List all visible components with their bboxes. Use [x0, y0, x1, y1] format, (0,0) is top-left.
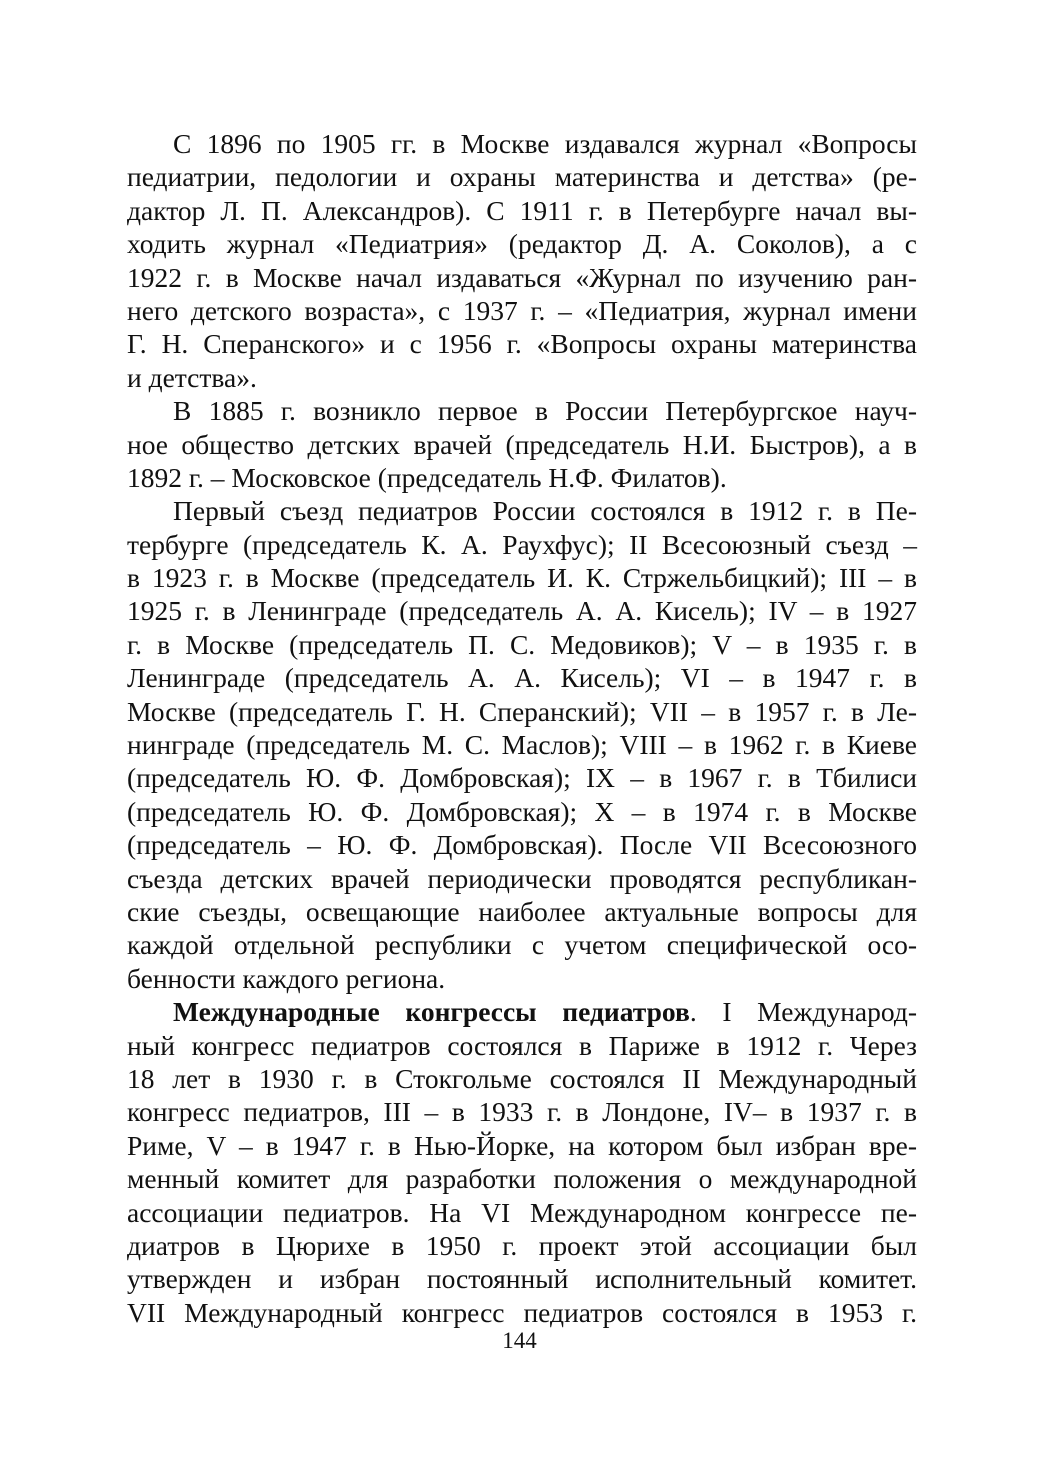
text-line: Первый съезд педиатров России состоялся в 1912 г. в Пе- [173, 495, 917, 527]
text-line: педиатрии, педологии и охраны материнства и детства» (ре- [127, 161, 917, 193]
text-line: Ленинграде (председатель А. А. Кисель); VI – в 1947 г. в [127, 662, 917, 694]
text-line: Г. Н. Сперанского» и с 1956 г. «Вопросы охраны материнства [127, 328, 917, 360]
paragraph [127, 494, 917, 995]
text-line: него детского возраста», с 1937 г. – «Педиатрия, журнал имени [127, 294, 917, 326]
text-line: ские съезды, освещающие наиболее актуальные вопросы для [127, 895, 917, 927]
text-line: каждой отдельной республики с учетом специфической осо- [127, 929, 917, 961]
heading-rest-text: . I Международ- [689, 996, 917, 1028]
text-line: (председатель Ю. Ф. Домбровская); X – в 1974 г. в Москве [127, 795, 917, 827]
text-line: В 1885 г. возникло первое в России Петербургское науч- [173, 395, 917, 427]
text-line: 1925 г. в Ленинграде (председатель А. А. Кисель); IV – в 1927 [127, 595, 917, 627]
page-body [127, 127, 917, 1329]
paragraph [127, 127, 917, 394]
text-line: 1892 г. – Московское (председатель Н.Ф. Филатов). [127, 461, 727, 493]
text-line: (председатель – Ю. Ф. Домбровская). После VII Всесоюзного [127, 829, 917, 861]
text-line: менный комитет для разработки положения о международной [127, 1163, 917, 1195]
paragraph [127, 995, 917, 1329]
text-line: ходить журнал «Педиатрия» (редактор Д. А. Соколов), а с [127, 228, 917, 260]
text-line: дактор Л. П. Александров). С 1911 г. в Петербурге начал вы- [127, 194, 917, 226]
text-line: диатров в Цюрихе в 1950 г. проект этой ассоциации был [127, 1229, 917, 1261]
section-heading: Международные конгрессы педиатров [173, 996, 690, 1028]
text-line: Москве (председатель Г. Н. Сперанский); VII – в 1957 г. в Ле- [127, 695, 917, 727]
text-line: и детства». [127, 361, 257, 393]
text-line: тербурге (председатель К. А. Раухфус); II Всесоюзный съезд – [127, 528, 917, 560]
text-line [127, 995, 917, 1028]
paragraph [127, 394, 917, 494]
text-line: Риме, V – в 1947 г. в Нью-Йорке, на котором был избран вре- [127, 1129, 917, 1161]
text-line: ассоциации педиатров. На VI Международном конгрессе пе- [127, 1196, 917, 1228]
text-line: ный конгресс педиатров состоялся в Париже в 1912 г. Через [127, 1029, 917, 1061]
text-line: съезда детских врачей периодически проводятся республикан- [127, 862, 917, 894]
text-line: нинграде (председатель М. С. Маслов); VIII – в 1962 г. в Киеве [127, 729, 917, 761]
text-line: бенности каждого региона. [127, 962, 446, 994]
page-number: 144 [502, 1328, 537, 1353]
text-line: в 1923 г. в Москве (председатель И. К. Стржельбицкий); III – в [127, 562, 917, 594]
text-line: С 1896 по 1905 гг. в Москве издавался журнал «Вопросы [173, 128, 917, 159]
text-line: ное общество детских врачей (председатель Н.И. Быстров), а в [127, 428, 917, 460]
text-line: VII Международный конгресс педиатров состоялся в 1953 г. [127, 1296, 917, 1328]
text-line: конгресс педиатров, III – в 1933 г. в Лондоне, IV– в 1937 г. в [127, 1096, 917, 1128]
text-line: (председатель Ю. Ф. Домбровская); IX – в 1967 г. в Тбилиси [127, 762, 917, 794]
text-line: утвержден и избран постоянный исполнительный комитет. [127, 1263, 917, 1295]
text-line: 18 лет в 1930 г. в Стокгольме состоялся II Международный [127, 1062, 917, 1094]
text-line: г. в Москве (председатель П. С. Медовиков); V – в 1935 г. в [127, 628, 917, 660]
text-line: 1922 г. в Москве начал издаваться «Журнал по изучению ран- [127, 261, 917, 293]
